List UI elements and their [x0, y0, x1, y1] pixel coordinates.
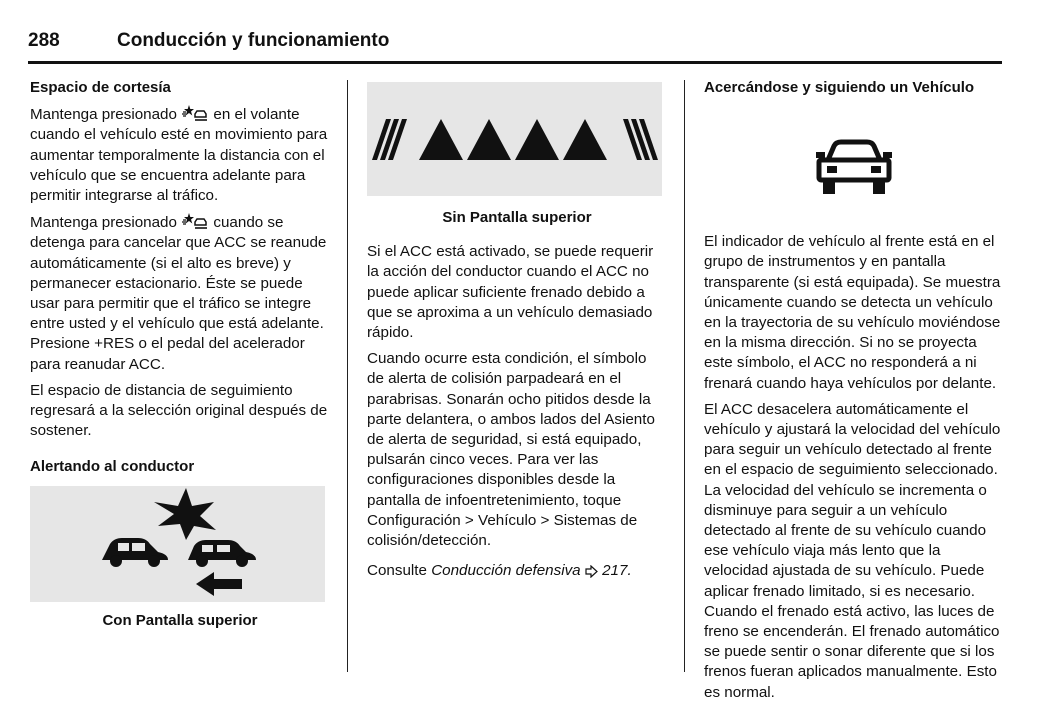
vehicle-gap-icon [181, 212, 209, 230]
reference-link-defensive-driving[interactable]: Conducción defensiva [431, 562, 581, 580]
figure-without-hud [367, 82, 662, 196]
column-divider-right [684, 80, 685, 672]
reference-page: 217. [602, 562, 632, 580]
left-column [30, 78, 330, 637]
collision-alert-triangles-icon [367, 82, 662, 196]
paragraph-acc-action: Si el ACC está activado, se puede requerir la acción del conductor cuando el ACC no puede aplicar suficiente frenado debido a que se aproxima a un vehículo demasiado rápido. [367, 243, 654, 342]
column-divider-left [347, 80, 348, 672]
vehicle-gap-icon [181, 104, 209, 122]
section-heading-approaching: Acercándose y siguiendo un Vehículo [704, 79, 975, 96]
paragraph-courtesy-3: El espacio de distancia de seguimiento regresará a la selección original después de sostener. [30, 381, 328, 440]
figure-head-up-display [30, 486, 325, 602]
rear-car-icon [102, 538, 168, 567]
right-arrow-outline-icon [585, 565, 598, 578]
paragraph-text: Mantenga presionado [30, 214, 177, 232]
page-number: 288 [28, 30, 60, 51]
header-rule [28, 61, 1002, 64]
section-heading-alerting: Alertando al conductor [30, 458, 195, 476]
paragraph-collision-alert: Cuando ocurre esta condición, el símbolo de alerta de colisión parpadeará en el parabrisas. Sonarán ocho pitidos desde la parte delantera, o ambos lados del Asiento de alerta de seguridad, si está equipado, pulsarán cinco veces. Para ver las configuraciones disponibles desde la pantalla de infoentretenimiento, toque Configuración > Vehículo > Sistemas de colisión/detección. [367, 350, 655, 550]
paragraph-courtesy-2 [30, 212, 330, 375]
back-arrow-icon [196, 572, 242, 596]
paragraph-courtesy-1 [30, 104, 330, 206]
paragraph-acc-decelerates: El ACC desacelera automáticamente el vehículo y ajustará la velocidad del vehículo para seguir un vehículo detectado al frente en el espacio de seguimiento seleccionado. La velocidad del vehículo se incrementa o disminuye para seguir a un vehículo detectado al frente de su vehículo cuando ese vehículo viaja más lento que la velocidad ajustada de su vehículo. Puede aplicar frenado limitado, si es necesario. Cuando el frenado está activo, las luces de freno se encenderán. El frenado automático se puede sentir o sonar diferente que si los frenos fueran aplicados manualmente. Esto es normal. [704, 400, 1001, 701]
section-heading-courtesy-gap: Espacio de cortesía [30, 79, 171, 96]
figure-caption-with-hud: Con Pantalla superior [102, 611, 258, 629]
vehicle-ahead-figure [704, 112, 1004, 212]
collision-alert-illustration [30, 486, 325, 602]
vehicle-ahead-icon [814, 138, 894, 198]
middle-column [367, 78, 667, 587]
chapter-title: Conducción y funcionamiento [117, 30, 390, 51]
paragraph-text: en el volante cuando el vehículo esté en movimiento para aumentar temporalmente la distancia con el vehículo que se encuentra adelante para permitir integrarse al tráfico. [30, 106, 328, 205]
paragraph-text: cuando se detenga para cancelar que ACC se reanude automáticamente (si el alto es breve) y permanecer estacionario. Éste se puede usar para permitir que el tráfico se integre entre usted y el vehículo que está adelante. Presione +RES o el pedal del acelerador para reanudar ACC. [30, 214, 327, 373]
crash-star-icon [154, 488, 216, 540]
paragraph-text: Mantenga presionado [30, 106, 177, 124]
reference-text: Consulte [367, 562, 427, 580]
right-column [704, 78, 1004, 709]
paragraph-indicator: El indicador de vehículo al frente está en el grupo de instrumentos y en pantalla transparente (si está equipada). Se muestra únicamente cuando se detecta un vehículo en la trayectoria de su vehículo moviéndose en la misma dirección. Si no se proyecta este símbolo, el ACC no responderá a ni frenará cuando haya vehículos por delante. [704, 233, 1001, 392]
figure-caption-without-hud: Sin Pantalla superior [442, 209, 592, 226]
front-car-icon [188, 540, 256, 567]
paragraph-reference [367, 561, 667, 581]
